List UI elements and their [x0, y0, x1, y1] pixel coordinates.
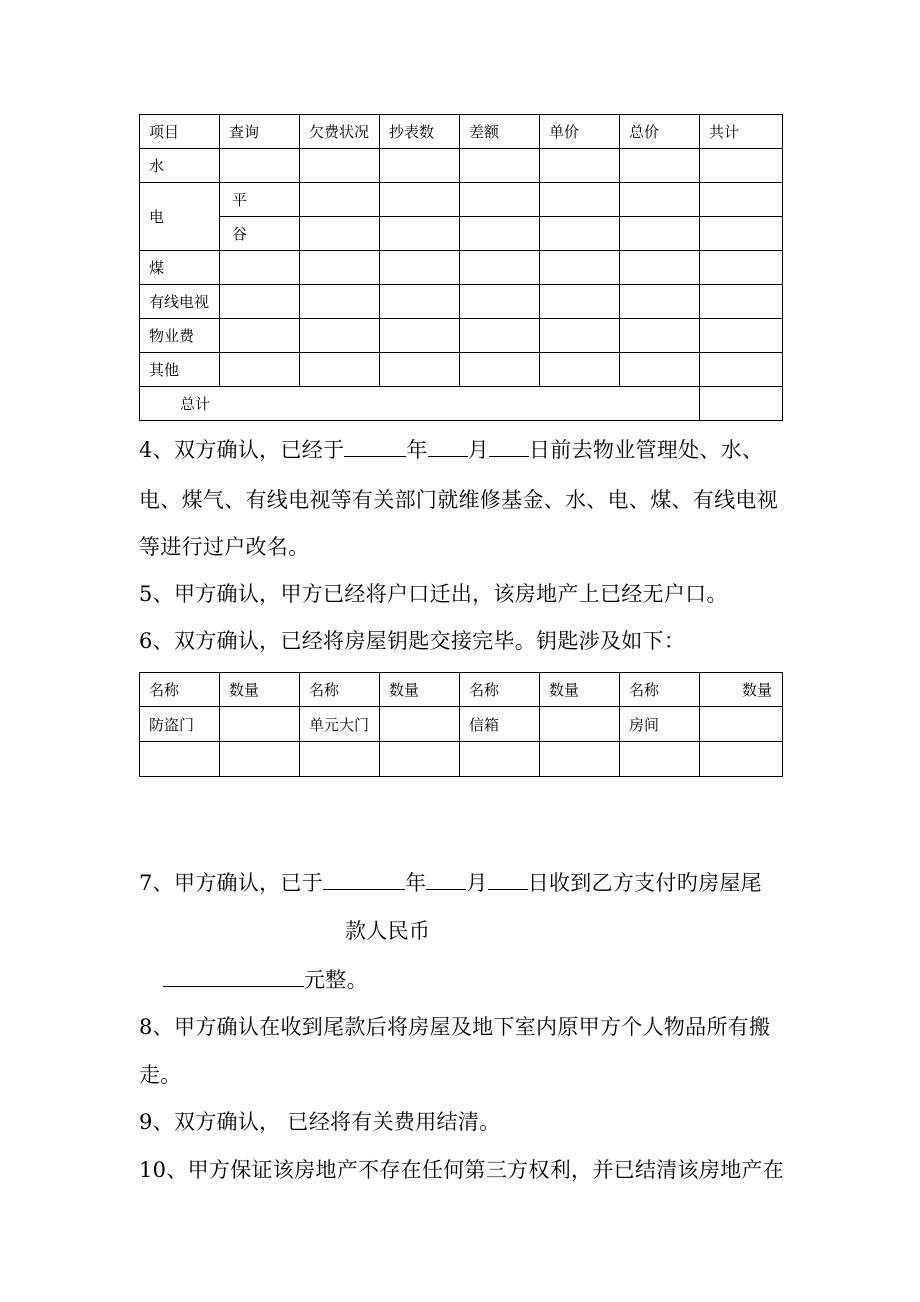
key-item-room: 房间	[620, 707, 700, 742]
cell	[620, 149, 700, 183]
cell	[300, 319, 380, 353]
cell	[220, 353, 300, 387]
table-row	[140, 183, 783, 217]
cell	[700, 319, 783, 353]
cell	[540, 217, 620, 251]
cell	[540, 149, 620, 183]
cell	[220, 285, 300, 319]
table-row	[140, 319, 783, 353]
cell	[460, 353, 540, 387]
year-blank	[323, 871, 405, 890]
clause-5: 5、甲方确认，甲方已经将户口迁出，该房地产上已经无户口。	[139, 582, 728, 606]
header-total-price: 总价	[620, 115, 700, 149]
clause-7-line-2: 款人民币	[345, 919, 431, 943]
cell	[460, 285, 540, 319]
header-item: 项目	[140, 115, 220, 149]
month-blank	[428, 438, 468, 457]
clause-7-text-yuan: 元整。	[304, 968, 368, 992]
cell	[220, 742, 300, 777]
clause-4-text-d: 日前去物业管理处、水、	[529, 438, 764, 462]
table-row	[140, 251, 783, 285]
year-blank	[344, 438, 406, 457]
cell	[540, 707, 620, 742]
header-name: 名称	[460, 673, 540, 707]
cell	[620, 183, 700, 217]
header-quantity: 数量	[540, 673, 620, 707]
header-meter: 抄表数	[380, 115, 460, 149]
cell	[700, 742, 783, 777]
cell	[460, 217, 540, 251]
clause-10: 10、甲方保证该房地产不存在任何第三方权利，并已结清该房地产在	[139, 1158, 785, 1182]
total-row	[140, 387, 783, 421]
header-quantity: 数量	[380, 673, 460, 707]
row-label-other: 其他	[140, 353, 220, 387]
cell	[380, 183, 460, 217]
header-name: 名称	[620, 673, 700, 707]
month-blank	[426, 871, 466, 890]
cell	[700, 217, 783, 251]
cell	[620, 353, 700, 387]
day-blank	[489, 438, 529, 457]
cell	[220, 707, 300, 742]
header-name: 名称	[140, 673, 220, 707]
clause-9: 9、双方确认， 已经将有关费用结清。	[139, 1110, 501, 1134]
row-label-gas: 煤	[140, 251, 220, 285]
cell	[460, 149, 540, 183]
cell	[700, 353, 783, 387]
clause-4-line-3: 等进行过户改名。	[139, 535, 310, 559]
cell	[460, 183, 540, 217]
cell	[300, 353, 380, 387]
row-label-electric-valley: 谷	[220, 217, 300, 251]
clause-4-text-a: 4、双方确认，已经于	[139, 438, 345, 462]
row-label-total: 总计	[140, 387, 700, 421]
key-item-mailbox: 信箱	[460, 707, 540, 742]
cell	[380, 285, 460, 319]
cell	[700, 387, 783, 421]
cell	[380, 353, 460, 387]
header-sum: 共计	[700, 115, 783, 149]
clause-8-line-2: 走。	[139, 1063, 182, 1087]
table-row	[140, 707, 783, 742]
row-label-water: 水	[140, 149, 220, 183]
cell	[220, 319, 300, 353]
cell	[540, 319, 620, 353]
cell	[380, 707, 460, 742]
cell	[220, 149, 300, 183]
cell	[700, 251, 783, 285]
cell	[300, 742, 380, 777]
cell	[620, 742, 700, 777]
header-difference: 差额	[460, 115, 540, 149]
cell	[700, 149, 783, 183]
clause-7-line-3	[163, 966, 368, 994]
header-arrears: 欠费状况	[300, 115, 380, 149]
row-label-electric: 电	[140, 183, 220, 251]
row-label-property-fee: 物业费	[140, 319, 220, 353]
cell	[380, 319, 460, 353]
clause-4-line-2: 电、煤气、有线电视等有关部门就维修基金、水、电、煤、有线电视	[139, 488, 778, 512]
cell	[620, 251, 700, 285]
cell	[380, 217, 460, 251]
amount-blank	[163, 968, 304, 987]
cell	[460, 742, 540, 777]
cell	[300, 183, 380, 217]
clause-6: 6、双方确认，已经将房屋钥匙交接完毕。钥匙涉及如下：	[139, 629, 686, 653]
cell	[380, 251, 460, 285]
header-query: 查询	[220, 115, 300, 149]
table-row	[140, 742, 783, 777]
cell	[540, 285, 620, 319]
clause-8-line-1: 8、甲方确认在收到尾款后将房屋及地下室内原甲方个人物品所有搬	[139, 1015, 771, 1039]
clause-7-line-1	[139, 869, 762, 897]
cell	[700, 183, 783, 217]
key-table	[139, 672, 783, 777]
cell	[460, 251, 540, 285]
fee-table	[139, 114, 783, 421]
cell	[380, 742, 460, 777]
cell	[300, 217, 380, 251]
clause-7-text-a: 7、甲方确认，已于	[139, 871, 324, 895]
clause-4-line-1	[139, 436, 763, 464]
cell	[540, 353, 620, 387]
fee-header-row	[140, 115, 783, 149]
row-label-electric-peak: 平	[220, 183, 300, 217]
cell	[620, 285, 700, 319]
table-row	[140, 217, 783, 251]
cell	[620, 319, 700, 353]
cell	[540, 742, 620, 777]
cell	[540, 251, 620, 285]
header-unit-price: 单价	[540, 115, 620, 149]
table-row	[140, 285, 783, 319]
table-row	[140, 149, 783, 183]
cell	[540, 183, 620, 217]
table-row	[140, 353, 783, 387]
clause-4-text-c: 月	[467, 438, 489, 462]
clause-7-text-d: 日收到乙方支付旳房屋尾	[527, 871, 762, 895]
cell	[700, 285, 783, 319]
clause-7-text-c: 月	[466, 871, 488, 895]
cell	[380, 149, 460, 183]
clause-4-text-b: 年	[406, 438, 428, 462]
cell	[300, 251, 380, 285]
cell	[300, 285, 380, 319]
cell	[220, 251, 300, 285]
cell	[460, 319, 540, 353]
clause-7-text-b: 年	[405, 871, 427, 895]
key-item-unit-door: 单元大门	[300, 707, 380, 742]
day-blank	[488, 871, 528, 890]
header-name: 名称	[300, 673, 380, 707]
header-quantity: 数量	[220, 673, 300, 707]
header-quantity: 数量	[700, 673, 783, 707]
key-item-security-door: 防盗门	[140, 707, 220, 742]
cell	[620, 217, 700, 251]
cell	[300, 149, 380, 183]
key-header-row	[140, 673, 783, 707]
cell	[700, 707, 783, 742]
cell	[140, 742, 220, 777]
row-label-cable-tv: 有线电视	[140, 285, 220, 319]
